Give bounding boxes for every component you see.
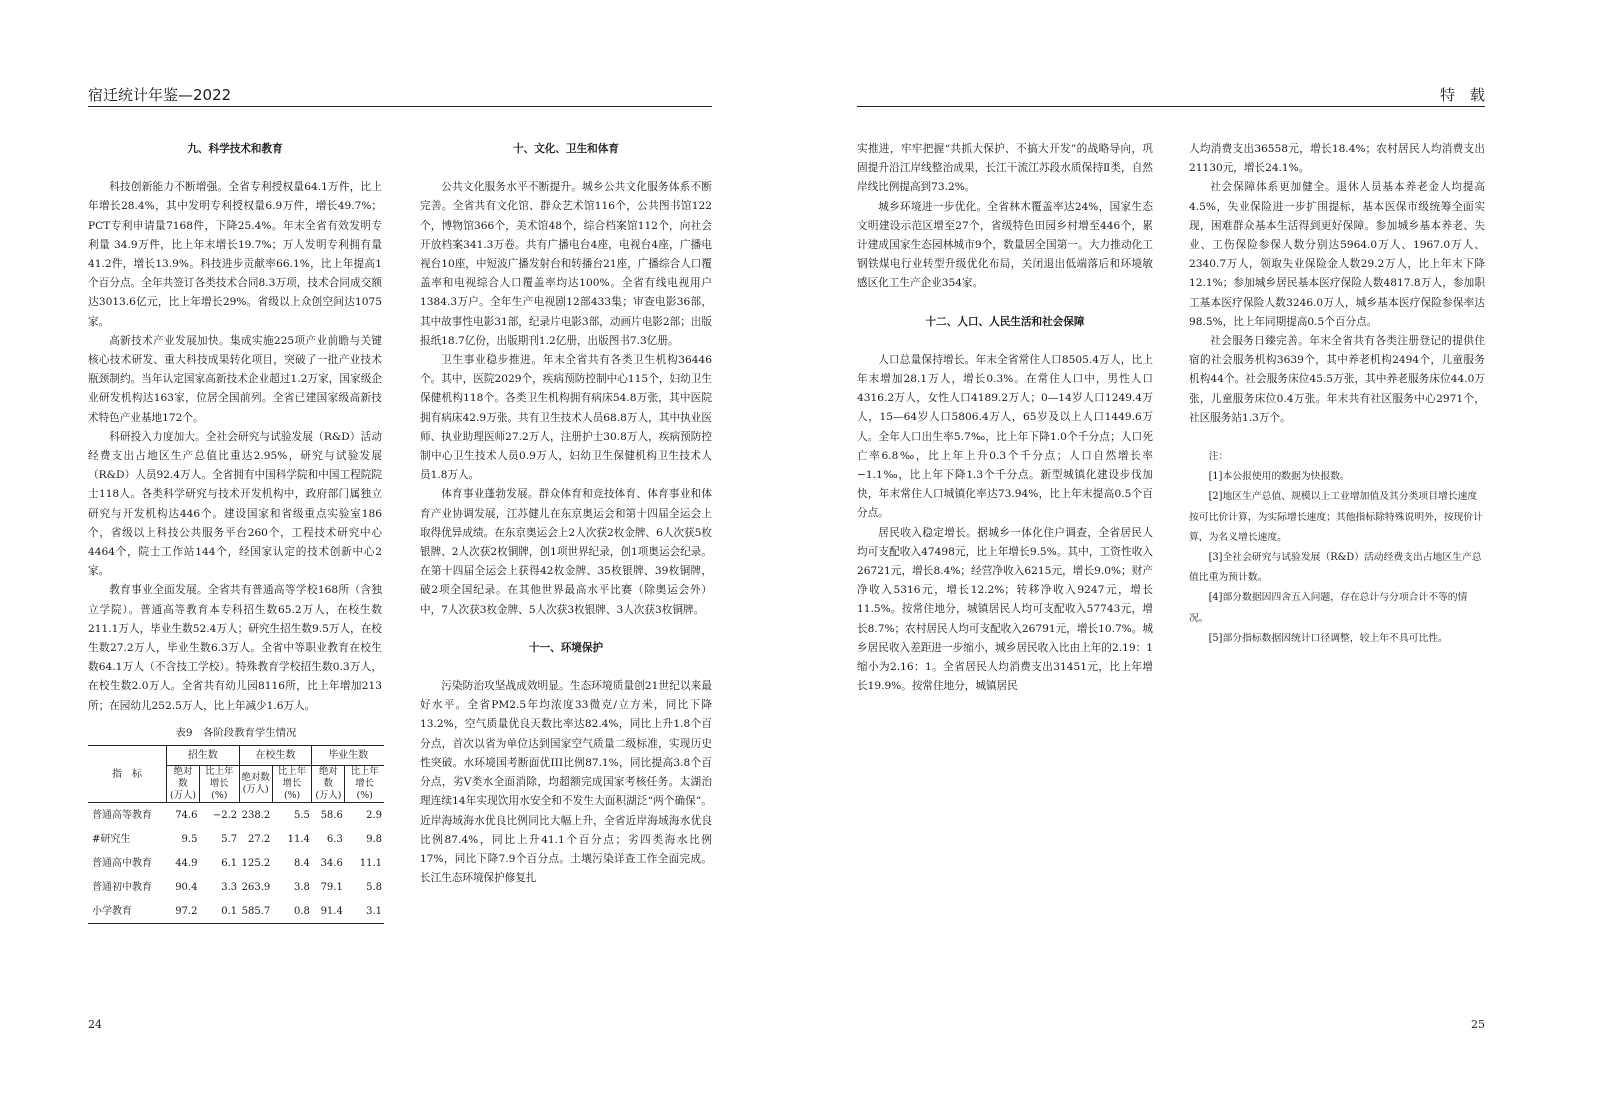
paragraph: 高新技术产业发展加快。集成实施225项产业前瞻与关键核心技术研发、重大科技成果转化项目，突破了一批产业技术瓶颈制约。当年认定国家高新技术企业超过1.2万家，国家级企业研发机构达163家，位居全国前列。全省已建国家级高新技术特色产业基地172个。 bbox=[88, 334, 382, 424]
note-item: [4]部分数据因四舍五入问题，存在总计与分项合计不等的情况。 bbox=[1189, 592, 1468, 624]
paragraph: 公共文化服务水平不断提升。城乡公共文化服务体系不断完善。全省共有文化馆、群众艺术馆116个，公共图书馆122个，博物馆366个，美术馆48个，综合档案馆112个，向社会开放档案341.3万卷。共有广播电台4座，电视台4座，广播电视台10座，中短波广播发射台和转播台21座，广播综合人口覆盖率和电视综合人口覆盖率均达100%。全省有线电视用户1384.3万户。全年生产电视剧12部433集；审查电影36部，其中故事性电影31部，纪录片电影3部，动画片电影2部；出版报纸18.7亿份，出版期刊1.2亿册，出版图书7.3亿册。 bbox=[420, 181, 712, 347]
table-sub-header: 绝对数 (万人) bbox=[167, 766, 200, 803]
table-cell: 3.3 bbox=[221, 881, 238, 893]
table-cell: 27.2 bbox=[247, 833, 271, 845]
right-page bbox=[809, 0, 1609, 1099]
left-column-2 bbox=[420, 140, 712, 888]
table-cell: 263.9 bbox=[241, 881, 271, 893]
table-group-header: 在校生数 bbox=[239, 746, 312, 766]
running-header-title: 宿迁统计年鉴—2022 bbox=[88, 86, 232, 104]
table-row-label: 普通高中教育 bbox=[92, 857, 152, 869]
table-title: 表9 各阶段教育学生情况 bbox=[175, 726, 297, 739]
note-item: [2]地区生产总值、规模以上工业增加值及其分类项目增长速度按可比价计算，为实际增长速度；其他指标除特殊说明外，按现价计算，为名义增长速度。 bbox=[1189, 491, 1483, 543]
table-cell: 91.4 bbox=[320, 905, 343, 917]
table-cell: 90.4 bbox=[175, 881, 198, 893]
table-cell: 44.9 bbox=[175, 857, 198, 869]
table-cell: 5.5 bbox=[293, 809, 310, 821]
paragraph: 人口总量保持增长。年末全省常住人口8505.4万人，比上年末增加28.1万人，增长0.3%。在常住人口中，男性人口4316.2万人，女性人口4189.2万人；0—14岁人口1249.4万人，15—64岁人口5806.4万人，65岁及以上人口1449.6万人。全年人口出生率5.7‰，比上年下降1.0个千分点；人口死亡率6.8‰，比上年上升0.3个千分点；人口自然增长率−1.1‰，比上年下降1.3个千分点。新型城镇化建设步伐加快，年末常住人口城镇化率达73.94%，比上年末提高0.5个百分点。 bbox=[857, 353, 1153, 520]
notes-label: 注： bbox=[1208, 451, 1229, 463]
paragraph: 教育事业全面发展。全省共有普通高等学校168所（含独立学院）。普通高等教育本专科招生数65.2万人，在校生数211.1万人，毕业生数52.4万人；研究生招生数9.5万人，在校生数27.2万人，毕业生数6.3万人。全省中等职业教育在校生数64.1万人（不含技工学校）。特殊教育学校招生数0.3万人，在校生数2.0万人。全省共有幼儿园8116所，比上年增加213所；在园幼儿252.5万人，比上年减少1.6万人。 bbox=[88, 584, 382, 712]
table-row bbox=[88, 851, 384, 875]
table-cell: 9.5 bbox=[181, 833, 198, 845]
table-cell: 238.2 bbox=[241, 809, 271, 821]
table-cell: 79.1 bbox=[320, 881, 343, 893]
table-cell: 0.1 bbox=[221, 905, 238, 917]
section-title-population: 十二、人口、人民生活和社会保障 bbox=[925, 315, 1085, 328]
paragraph: 卫生事业稳步推进。年末全省共有各类卫生机构36446个。其中，医院2029个，疾病预防控制中心115个，妇幼卫生保健机构118个。各类卫生机构拥有病床54.8万张，其中医院拥有病床42.9万张。共有卫生技术人员68.8万人，其中执业医师、执业助理医师27.2万人，注册护士30.8万人，疾病预防控制中心卫生技术人员0.9万人，妇幼卫生保健机构卫生技术人员1.8万人。 bbox=[420, 354, 712, 482]
table-sub-header: 绝对数 (万人) bbox=[312, 766, 345, 803]
table-cell: 125.2 bbox=[241, 857, 271, 869]
table-row-label: 普通高等教育 bbox=[92, 809, 152, 821]
paragraph: 社会服务日臻完善。年末全省共有各类注册登记的提供住宿的社会服务机构3639个，其中养老机构2494个，儿童服务机构44个。社会服务床位45.5万张，其中养老服务床位44.0万张，儿童服务床位0.4万张。年末共有社区服务中心2971个，社区服务站1.3万个。 bbox=[1189, 335, 1485, 424]
running-header-title: 特 载 bbox=[1439, 86, 1485, 104]
header-rule bbox=[88, 106, 712, 107]
table-row bbox=[88, 875, 384, 899]
table-cell: 3.1 bbox=[366, 905, 382, 917]
table-sub-header: 绝对数 (万人) bbox=[239, 766, 272, 803]
table-cell: 2.9 bbox=[366, 809, 382, 821]
section-title-science: 九、科学技术和教育 bbox=[187, 143, 283, 155]
section-title-environment: 十一、环境保护 bbox=[528, 641, 604, 654]
table-cell: 11.1 bbox=[359, 857, 382, 869]
note-item: [3]全社会研究与试验发展（R&D）活动经费支出占地区生产总值比重为预计数。 bbox=[1189, 552, 1482, 584]
paragraph: 城乡环境进一步优化。全省林木覆盖率达24%，国家生态文明建设示范区增至27个，省级特色田园乡村增至446个，累计建成国家生态园林城市9个，数量居全国第一。大力推动化工钢铁煤电行业转型升级优化布局，关闭退出低端落后和环境敏感区化工生产企业354家。 bbox=[857, 200, 1153, 290]
page-number: 24 bbox=[88, 1018, 102, 1031]
right-column-2 bbox=[1189, 140, 1485, 649]
table-sub-header: 比上年 增长(%) bbox=[345, 766, 384, 803]
table-sub-header: 比上年 增长(%) bbox=[272, 766, 312, 803]
table-cell: 58.6 bbox=[320, 809, 343, 821]
education-table bbox=[88, 745, 384, 924]
note-item: [5]部分指标数据因统计口径调整，较上年不具可比性。 bbox=[1208, 632, 1448, 644]
right-column-1 bbox=[857, 140, 1153, 696]
table-row bbox=[88, 803, 384, 828]
table-cell: 5.7 bbox=[221, 833, 238, 845]
table-cell: 97.2 bbox=[175, 905, 198, 917]
paragraph: 居民收入稳定增长。据城乡一体化住户调查，全省居民人均可支配收入47498元，比上年增长9.5%。其中，工资性收入26721元，增长8.4%；经营净收入6215元，增长9.0%；财产净收入5316元，增长12.2%；转移净收入9247元，增长11.5%。按常住地分，城镇居民人均可支配收入57743元，增长8.7%；农村居民人均可支配收入26791元，增长10.7%。城乡居民收入差距进一步缩小，城乡居民收入比由上年的2.19：1缩小为2.16：1。全省居民人均消费支出31451元，比上年增长19.9%。按常住地分，城镇居民 bbox=[857, 526, 1153, 693]
notes bbox=[1189, 447, 1485, 649]
table-index-header: 指 标 bbox=[88, 746, 167, 803]
paragraph: 人均消费支出36558元，增长18.4%；农村居民人均消费支出21130元，增长24.1%。 bbox=[1189, 143, 1485, 175]
note-item: [1]本公报使用的数据为快报数。 bbox=[1208, 471, 1350, 483]
table-cell: 5.8 bbox=[366, 881, 382, 893]
paragraph: 体育事业蓬勃发展。群众体育和竞技体育、体育事业和体育产业协调发展，江苏健儿在东京奥运会和第十四届全运会上取得优异成绩。在东京奥运会上2人次获2枚金牌、6人次获5枚银牌、2人次获2枚铜牌，创1项世界纪录，创1项奥运会纪录。在第十四届全运会上获得42枚金牌、35枚银牌、39枚铜牌，破2项全国纪录。在其他世界最高水平比赛（除奥运会外）中，7人次获3枚金牌、5人次获3枚银牌、3人次获3枚铜牌。 bbox=[420, 488, 712, 616]
table-cell: 9.8 bbox=[366, 833, 382, 845]
table-cell: 8.4 bbox=[293, 857, 310, 869]
paragraph: 实推进，牢牢把握“共抓大保护、不搞大开发”的战略导向，巩固提升沿江岸线整治成果，长江干流江苏段水质保持Ⅱ类，自然岸线比例提高到73.2%。 bbox=[857, 143, 1153, 194]
table-group-header: 招生数 bbox=[167, 746, 240, 766]
table-group-header: 毕业生数 bbox=[312, 746, 384, 766]
table-cell: 11.4 bbox=[287, 833, 310, 845]
table-cell: 0.8 bbox=[293, 905, 310, 917]
page-number: 25 bbox=[1471, 1018, 1485, 1031]
table-cell: 3.8 bbox=[293, 881, 310, 893]
left-page bbox=[0, 0, 800, 1099]
section-title-culture: 十、文化、卫生和体育 bbox=[513, 143, 619, 155]
table-sub-header: 比上年 增长(%) bbox=[199, 766, 239, 803]
table-row-label: #研究生 bbox=[92, 833, 131, 845]
table-row bbox=[88, 827, 384, 851]
paragraph: 科技创新能力不断增强。全省专利授权量64.1万件，比上年增长28.4%，其中发明专利授权量6.9万件，增长49.7%；PCT专利申请量7168件，下降25.4%。年末全省有效发明专利量 34.9万件，比上年末增长19.7%；万人发明专利拥有量41.2件，增长13.9%。科技进步贡献率66.1%，比上年提高1个百分点。全年共签订各类技术合同8.3万项，技术合同成交额达3013.6亿元，比上年增长29%。省级以上众创空间达1075家。 bbox=[88, 181, 382, 328]
paragraph: 科研投入力度加大。全社会研究与试验发展（R&D）活动经费支出占地区生产总值比重达2.95%，研究与试验发展（R&D）人员92.4万人。全省拥有中国科学院和中国工程院院士118人。各类科学研究与技术开发机构中，政府部门属独立研究与开发机构达446个。建设国家和省级重点实验室186个，省级以上科技公共服务平台260个，工程技术研究中心4464个，院士工作站144个，经国家认定的技术创新中心2家。 bbox=[88, 430, 382, 578]
table-row bbox=[88, 899, 384, 924]
table-cell: 74.6 bbox=[175, 809, 198, 821]
table-cell: −2.2 bbox=[212, 809, 238, 821]
table-row-label: 普通初中教育 bbox=[92, 881, 152, 893]
header-rule bbox=[857, 106, 1485, 107]
table-cell: 34.6 bbox=[320, 857, 343, 869]
table-cell: 6.1 bbox=[221, 857, 238, 869]
table-cell: 585.7 bbox=[241, 905, 271, 917]
table-cell: 6.3 bbox=[326, 833, 343, 845]
paragraph: 污染防治攻坚战成效明显。生态环境质量创21世纪以来最好水平。全省PM2.5年均浓度33微克/立方米，同比下降13.2%，空气质量优良天数比率达82.4%，同比上升1.8个百分点，首次以省为单位达到国家空气质量二级标准，实现历史性突破。水环境国考断面优III比例87.1%，同比提高3.8个百分点，劣Ⅴ类水全面消除，均超额完成国家考核任务。太湖治理连续14年实现饮用水安全和不发生大面积湖泛“两个确保”。近岸海域海水优良比例同比大幅上升，全省近岸海域海水优良比例87.4%，同比上升41.1个百分点；劣四类海水比例17%，同比下降7.9个百分点。土壤污染详查工作全面完成。长江生态环境保护修复扎 bbox=[420, 680, 712, 885]
table-row-label: 小学教育 bbox=[92, 905, 132, 917]
left-column-1 bbox=[88, 140, 382, 924]
paragraph: 社会保障体系更加健全。退休人员基本养老金人均提高4.5%，失业保险进一步扩围提标，基本医保市级统筹全面实现，困难群众基本生活得到更好保障。参加城乡基本养老、失业、工伤保险参保人数分别达5964.0万人、1967.0万人、2340.7万人，领取失业保险金人数29.2万人，比上年末下降12.1%；参加城乡居民基本医疗保险人数4817.8万人，参加职工基本医疗保险人数3246.0万人，城乡基本医疗保险参保率达98.5%，比上年同期提高0.5个百分点。 bbox=[1189, 181, 1485, 328]
